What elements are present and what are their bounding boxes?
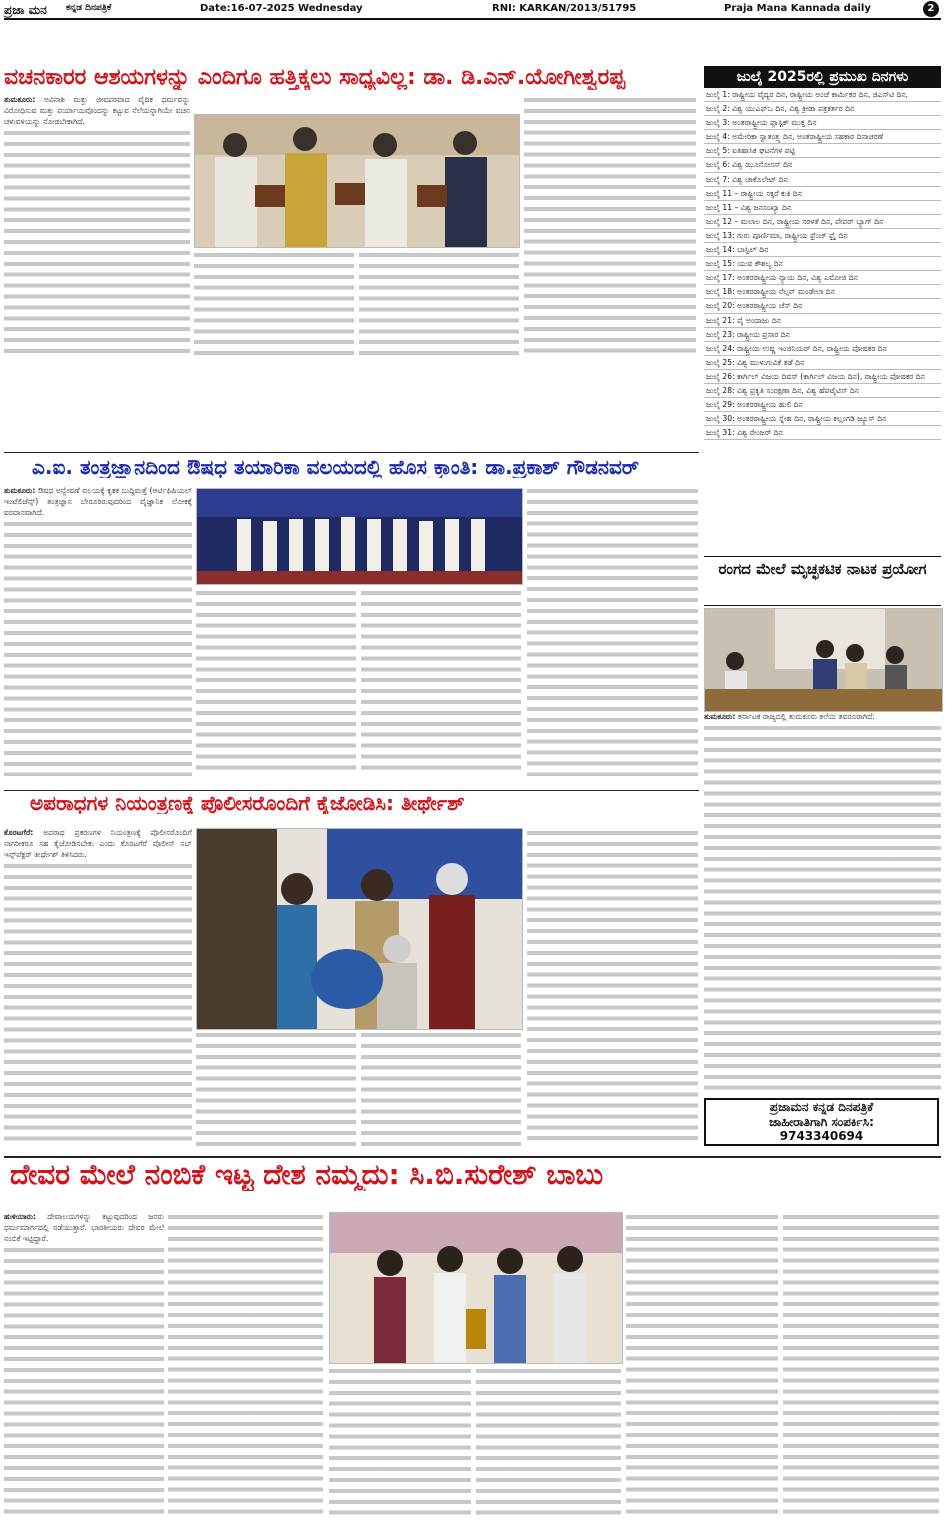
text-placeholder xyxy=(194,250,354,357)
important-day-item: ಜುಲೈ 11 – ರಾಷ್ಟ್ರೀಯ ಸಕ್ಕರೆ ಕುಕಿ ದಿನ xyxy=(704,187,941,201)
lead-1: ಅವಿನಾಶಿ ಮತ್ತು ಜೀವಪರವಾದ ವೈದಿಕ ಧರ್ಮವನ್ನು ವಿರೋಧಿಸುವ ಮತ್ತು ಪರ್ಯಾಯವೊಂದನ್ನು ಕಟ್ಟುವ ನೆಲೆಯನ್ನಾಗಿಯೇ ವಚನ ಚಳುವಳಿಯನ್ನು ನೋಡಬೇಕಾಗಿದೆ. xyxy=(4,95,190,126)
text-placeholder xyxy=(196,588,356,776)
photo-police-event xyxy=(196,828,523,1030)
text-placeholder xyxy=(329,1366,471,1518)
lead-2: ಔಷಧ ಅನ್ವೇಷಣೆ ವಲಯಕ್ಕೆ ಕೃತಕ ಬುದ್ದಿಮತ್ತೆ (ಆರ್ಟಿಫಿಷಿಯಲ್ ಇಂಟೆಲಿಜೆನ್ಸ್) ತಂತ್ರಜ್ಞಾನ ಬೇರೂರಿರುವುದರಿಂದ ವೈಜ್ಞಾನಿಕ ಲೋಕಕ್ಕೆ ವರದಾನವಾಗಿದೆ. xyxy=(4,486,192,517)
article-4-col-2 xyxy=(168,1212,323,1518)
article-1-col-4 xyxy=(524,95,696,357)
important-day-item: ಜುಲೈ 13: ಗುರು ಪೂರ್ಣಿಮಾ, ರಾಷ್ಟ್ರೀಯ ಫ್ರೆಂಚ್ ಫ್ರೈ ದಿನ xyxy=(704,229,941,243)
photo-ai-event xyxy=(196,488,523,585)
text-placeholder xyxy=(4,519,192,776)
important-day-item: ಜುಲೈ 4: ಅಮೇರಿಕಾ ಸ್ವಾತಂತ್ರ್ಯ ದಿನ, ಅಂತರಾಷ್ಟ್ರೀಯ ಸಹಕಾರ ದಿನಾಚರಣೆ xyxy=(704,130,941,144)
text-placeholder xyxy=(361,1030,521,1146)
masthead-rni: RNI: KARKAN/2013/51795 xyxy=(492,3,637,14)
important-day-item: ಜುಲೈ 7: ವಿಶ್ವ ಚಾಕೊಲೇಟ್ ದಿನ xyxy=(704,173,941,187)
important-day-item: ಜುಲೈ 5: ಐತಿಹಾಸಿಕ ಘಟನೆಗಳ ಪಟ್ಟಿ xyxy=(704,144,941,158)
important-day-item: ಜುಲೈ 15: ಯುವ ಕೌಶಲ್ಯ ದಿನ xyxy=(704,257,941,271)
drama-article-text xyxy=(704,712,941,1094)
important-day-item: ಜುಲೈ 31: ವಿಶ್ವ ರೇಂಜರ್ ದಿನ xyxy=(704,426,941,440)
ad-line-2: ಜಾಹೀರಾತಿಗಾಗಿ ಸಂಪರ್ಕಿಸಿ: xyxy=(769,1115,874,1129)
masthead-logo: ಪ್ರಜಾ ಮನ xyxy=(4,3,47,17)
ad-phone: 9743340694 xyxy=(779,1129,864,1143)
headline-2: ಎ.ಐ. ತಂತ್ರಜ್ಞಾನದಿಂದ ಔಷಧ ತಯಾರಿಕಾ ವಲಯದಲ್ಲಿ ಹೊಸ ಕ್ರಾಂತಿ: ಡಾ.ಪ್ರಕಾಶ್ ಗೌಡನವರ್ xyxy=(32,456,639,478)
important-day-item: ಜುಲೈ 30: ಅಂತರರಾಷ್ಟ್ರೀಯ ಸ್ನೇಹ ದಿನ, ರಾಷ್ಟ್ರೀಯ ಕಲ್ಲಂಗಡಿ ಜ್ಯೂಸ್ ದಿನ xyxy=(704,412,941,426)
important-day-item: ಜುಲೈ 21: ಪೈ ಅಂದಾಜು ದಿನ xyxy=(704,314,941,328)
divider xyxy=(4,790,699,791)
article-1-col-1 xyxy=(4,95,190,357)
important-day-item: ಜುಲೈ 1: ರಾಷ್ಟ್ರೀಯ ವೈದ್ಯರ ದಿನ, ರಾಷ್ಟ್ರೀಯ ಅಂಚೆ ಕಾರ್ಮಿಕರ ದಿನ, ಜಿಎಸ್‌ಟಿ ದಿನ, xyxy=(704,88,941,102)
article-1-col-3 xyxy=(359,250,519,357)
article-2-col-2 xyxy=(196,588,356,776)
masthead-date: Date:16-07-2025 Wednesday xyxy=(200,3,363,14)
article-4-col-4 xyxy=(476,1366,621,1518)
article-3-col-3 xyxy=(361,1030,521,1146)
dateline-3: ಕೊರಟಗೆರೆ: xyxy=(4,828,34,837)
dateline-2: ತುಮಕೂರು: xyxy=(4,486,36,495)
dateline-1: ತುಮಕೂರು: xyxy=(4,95,36,104)
important-day-item: ಜುಲೈ 26: ಕಾರ್ಗಿಲ್ ವಿಜಯ ದಿವಸ್ (ಕಾರ್ಗಿಲ್ ವಿಜಯ ದಿನ), ರಾಷ್ಟ್ರೀಯ ಪೋಷಕರ ದಿನ xyxy=(704,370,941,384)
text-placeholder xyxy=(168,1212,323,1518)
headline-4: ದೇವರ ಮೇಲೆ ನಂಬಿಕೆ ಇಟ್ಟ ದೇಶ ನಮ್ಮದು: ಸಿ.ಬಿ.ಸುರೇಶ್ ಬಾಬು xyxy=(10,1160,604,1191)
photo-temple-event xyxy=(329,1212,623,1364)
important-day-item: ಜುಲೈ 25: ವಿಶ್ವ ಮುಳುಗುವಿಕೆ ತಡೆ ದಿನ xyxy=(704,356,941,370)
important-day-item: ಜುಲೈ 28: ವಿಶ್ವ ಪ್ರಕೃತಿ ಸಂರಕ್ಷಣಾ ದಿನ, ವಿಶ್ವ ಹೆಪಟೈಟಿಸ್ ದಿನ xyxy=(704,384,941,398)
text-placeholder xyxy=(196,1030,356,1146)
important-days-title: ಜುಲೈ 2025ರಲ್ಲಿ ಪ್ರಮುಖ ದಿನಗಳು xyxy=(704,66,941,88)
dateline-4: ಹುಳಿಯಾರು: xyxy=(4,1212,37,1221)
important-day-item: ಜುಲೈ 29: ಅಂತರರಾಷ್ಟ್ರೀಯ ಹುಲಿ ದಿನ xyxy=(704,398,941,412)
article-4-col-3 xyxy=(329,1366,471,1518)
article-4-col-5 xyxy=(626,1212,778,1518)
important-day-item: ಜುಲೈ 20: ಅಂತರರಾಷ್ಟ್ರೀಯ ಚೆಸ್ ದಿನ xyxy=(704,299,941,313)
article-4-col-6 xyxy=(783,1212,939,1518)
photo-drama xyxy=(704,608,943,712)
masthead-name: Praja Mana Kannada daily xyxy=(724,3,871,14)
masthead-tagline: ಕನ್ನಡ ದಿನಪತ್ರಿಕೆ xyxy=(66,3,112,13)
article-2-col-3 xyxy=(361,588,521,776)
important-day-item: ಜುಲೈ 24: ರಾಷ್ಟ್ರೀಯ ಉಷ್ಣ ಇಂಜಿನಿಯರ್ ದಿನ, ರಾಷ್ಟ್ರೀಯ ಪೋಷಕರ ದಿನ xyxy=(704,342,941,356)
text-placeholder xyxy=(476,1366,621,1518)
important-day-item: ಜುಲೈ 18: ಅಂತರರಾಷ್ಟ್ರೀಯ ನೆಲ್ಸನ್ ಮಂಡೇಲಾ ದಿನ xyxy=(704,285,941,299)
text-placeholder xyxy=(783,1212,939,1518)
headline-1: ವಚನಕಾರರ ಆಶಯಗಳನ್ನು ಎಂದಿಗೂ ಹತ್ತಿಕ್ಕಲು ಸಾಧ್ಯವಿಲ್ಲ: ಡಾ. ಡಿ.ಎನ್.ಯೋಗೀಶ್ವರಪ್ಪ xyxy=(4,66,626,90)
lead-3: ಅಪರಾಧ ಪ್ರಕರಣಗಳ ನಿಯಂತ್ರಣಕ್ಕೆ ಪೊಲೀಸರೊಂದಿಗೆ ನಾಗರೀಕರೂ ಸಹ ಕೈಜೋಡಿಸಬೇಕು ಎಂದು ಕೊರಟಗೆರೆ ಪೊಲೀಸ್ ಸಬ್ ಇನ್ಸ್‌ಪೆಕ್ಟರ್ ತೀರ್ಥೇಶ್ ತಿಳಿಸಿದರು. xyxy=(4,828,192,859)
ad-line-1: ಪ್ರಜಾಮನ ಕನ್ನಡ ದಿನಪತ್ರಿಕೆ xyxy=(769,1100,874,1114)
text-placeholder xyxy=(527,486,698,776)
text-placeholder xyxy=(626,1212,778,1518)
divider xyxy=(4,452,699,453)
important-day-item: ಜುಲೈ 6: ವಿಶ್ವ ಝೂನೋಸಸ್ ದಿನ xyxy=(704,158,941,172)
text-placeholder xyxy=(704,723,941,1094)
important-day-item: ಜುಲೈ 12 – ಮಲಾಲ ದಿನ, ರಾಷ್ಟ್ರೀಯ ಸರಳತೆ ದಿನ, ಪೇಪರ್ ಬ್ಯಾಗ್ ದಿನ xyxy=(704,215,941,229)
important-day-item: ಜುಲೈ 14: ಬಾಸ್ಟಿಲ್ ದಿನ xyxy=(704,243,941,257)
drama-headline: ರಂಗದ ಮೇಲೆ ಮೃಚ್ಛಕಟಿಕ ನಾಟಕ ಪ್ರಯೋಗ xyxy=(704,556,941,606)
drama-lead: ಕರ್ನಾಟಕ ರಾಜ್ಯದಲ್ಲಿ ತುಮಕೂರು ಕಲೆಯ ತವರೂರಾಗಿದೆ. xyxy=(737,712,875,721)
divider xyxy=(4,1156,941,1158)
advertisement-box xyxy=(704,1098,939,1146)
page-number: 2 xyxy=(923,1,939,17)
text-placeholder xyxy=(4,1245,164,1518)
important-day-item: ಜುಲೈ 11 – ವಿಶ್ವ ಜನಸಂಖ್ಯಾ ದಿನ xyxy=(704,201,941,215)
article-3-col-1 xyxy=(4,828,192,1146)
article-3-col-2 xyxy=(196,1030,356,1146)
text-placeholder xyxy=(4,128,190,357)
article-2-col-1 xyxy=(4,486,192,776)
text-placeholder xyxy=(524,95,696,357)
drama-dateline: ತುಮಕೂರು: xyxy=(704,712,736,721)
headline-3: ಅಪರಾಧಗಳ ನಿಯಂತ್ರಣಕ್ಕೆ ಪೊಲೀಸರೊಂದಿಗೆ ಕೈಜೋಡಿಸಿ: ತೀರ್ಥೇಶ್ xyxy=(30,792,465,814)
lead-4: ದೇವಾಲಯಗಳನ್ನು ಕಟ್ಟುವುದರಿಂದ ಜನರು ಧರ್ಮಮಾರ್ಗದಲ್ಲಿ ನಡೆಯುತ್ತಾರೆ. ಭಾರತೀಯರು ದೇವರ ಮೇಲೆ ನಂಬಿಕೆ ಇಟ್ಟಿದ್ದಾರೆ. xyxy=(4,1212,164,1243)
photo-book-release xyxy=(194,114,520,248)
masthead xyxy=(4,2,941,20)
text-placeholder xyxy=(4,861,192,1146)
important-day-item: ಜುಲೈ 23: ರಾಷ್ಟ್ರೀಯ ಪ್ರಸಾರ ದಿನ xyxy=(704,328,941,342)
article-2-col-4 xyxy=(527,486,698,776)
important-day-item: ಜುಲೈ 3: ಅಂತರಾಷ್ಟ್ರೀಯ ಪ್ಲಾಸ್ಟಿಕ್ ಮುಕ್ತ ದಿನ xyxy=(704,116,941,130)
article-1-col-2 xyxy=(194,250,354,357)
text-placeholder xyxy=(359,250,519,357)
article-4-col-1 xyxy=(4,1212,164,1518)
important-days-box xyxy=(704,66,941,556)
important-days-list xyxy=(704,88,941,440)
important-day-item: ಜುಲೈ 2: ವಿಶ್ವ ಯುಎಫ್‌ಒ ದಿನ, ವಿಶ್ವ ಕ್ರೀಡಾ ಪತ್ರಕರ್ತರ ದಿನ xyxy=(704,102,941,116)
article-3-col-4 xyxy=(527,828,698,1146)
text-placeholder xyxy=(361,588,521,776)
text-placeholder xyxy=(527,828,698,1146)
important-day-item: ಜುಲೈ 17: ಅಂತರರಾಷ್ಟ್ರೀಯ ನ್ಯಾಯ ದಿನ, ವಿಶ್ವ ಎಮೋಜಿ ದಿನ xyxy=(704,271,941,285)
